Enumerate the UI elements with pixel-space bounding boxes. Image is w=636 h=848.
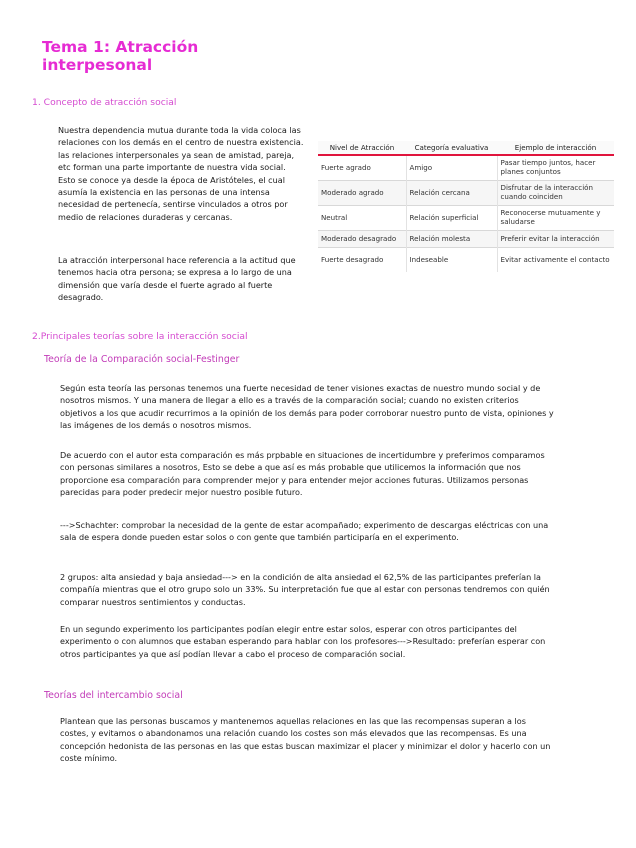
table-header-row <box>318 141 614 155</box>
table-cell: Relación superficial <box>406 206 497 231</box>
table-cell: Evitar activamente el contacto <box>497 248 614 273</box>
table-cell: Disfrutar de la interacción cuando coinciden <box>497 181 614 206</box>
section-heading-teorias: 2.Principales teorías sobre la interacción social <box>32 331 248 342</box>
paragraph-segundo-experimento: En un segundo experimento los participantes podían elegir entre estar solos, esperar con otros participantes del experimento o con alumnos que estaban esperando para hablar con los profesores--->Resultado: preferían esperar con otros participantes ya que así podían llevar a cabo el proceso de comparación social. <box>60 624 546 659</box>
table-cell: Fuerte desagrado <box>318 248 406 273</box>
table-cell: Neutral <box>318 206 406 231</box>
table-cell: Relación molesta <box>406 231 497 248</box>
table-header-cell: Ejemplo de interacción <box>497 141 614 155</box>
table-cell: Pasar tiempo juntos, hacer planes conjuntos <box>497 155 614 181</box>
table-row <box>318 206 614 231</box>
paragraph-atraccion: La atracción interpersonal hace referencia a la actitud que tenemos hacia otra persona; se expresa a lo largo de una dimensión que varía desde el fuerte agrado al fuerte desagrado. <box>58 255 296 303</box>
table-cell: Moderado agrado <box>318 181 406 206</box>
paragraph-grupos: 2 grupos: alta ansiedad y baja ansiedad---> en la condición de alta ansiedad el 62,5% de las participantes preferían la compañía mientras que el otro grupo solo un 33%. Su interpretación fue que al estar con personas tendremos con quién comparar nuestros sentimientos y conductas. <box>60 572 550 607</box>
table-cell: Fuerte agrado <box>318 155 406 181</box>
table-row <box>318 248 614 273</box>
table-row <box>318 181 614 206</box>
table-header-cell: Nivel de Atracción <box>318 141 406 155</box>
table-cell: Preferir evitar la interacción <box>497 231 614 248</box>
page-title: Tema 1: Atracción interpesonal <box>42 38 199 74</box>
table-cell: Moderado desagrado <box>318 231 406 248</box>
paragraph-schachter: --->Schachter: comprobar la necesidad de la gente de estar acompañado; experimento de descargas eléctricas con una sala de espera donde pueden estar solos o con gente que también participaría en el experimento. <box>60 520 549 543</box>
paragraph-festinger-2: De acuerdo con el autor esta comparación es más prpbable en situaciones de incertidumbre y preferimos comparamos con personas similares a nosotros, Esto se debe a que así es más probable que utilicemos la información que nos proporcione esa comparación para comprender mejor y para entender mejor acciones futuras. Utilizamos personas parecidas para poder predecir mejor nuestro posible futuro. <box>60 450 545 498</box>
table-row <box>318 155 614 181</box>
paragraph-dependencia: Nuestra dependencia mutua durante toda la vida coloca las relaciones con los demás en el centro de nuestra existencia. las relaciones interpersonales ya sean de amistad, pareja, etc forman una parte importante de nuestra vida social. Esto se conoce ya desde la época de Aristóteles, el cual asumía la existencia en las personas de una intensa necesidad de pertenecía, sentirse vinculados a otros por medio de relaciones duraderas y cercanas. <box>58 125 304 222</box>
table-row <box>318 231 614 248</box>
subheading-intercambio: Teorías del intercambio social <box>44 690 183 701</box>
table-cell: Indeseable <box>406 248 497 273</box>
paragraph-intercambio: Plantean que las personas buscamos y mantenemos aquellas relaciones en las que las recompensas superan a los costes, y evitamos o abandonamos una relación cuando los costes son más elevados que las recompensas. Es una concepción hedonista de las personas en las que estas buscan maximizar el placer y minimizar el dolor y hacerlo con un coste mínimo. <box>60 716 551 764</box>
table-header-cell: Categoría evaluativa <box>406 141 497 155</box>
paragraph-festinger-1: Según esta teoría las personas tenemos una fuerte necesidad de tener visiones exactas de nuestro mundo social y de nosotros mismos. Y una manera de llegar a ello es a través de la comparación social; cuando no existen criterios objetivos a los que acudir recurrimos a la opinión de los demás para poder corroborar nuestro punto de vista, opiniones y las imágenes de los demás o nosotros mismos. <box>60 383 554 431</box>
table-cell: Relación cercana <box>406 181 497 206</box>
table-cell: Amigo <box>406 155 497 181</box>
subheading-festinger: Teoría de la Comparación social-Festinger <box>44 354 240 365</box>
attraction-table <box>318 141 614 272</box>
table-cell: Reconocerse mutuamente y saludarse <box>497 206 614 231</box>
section-heading-concepto: 1. Concepto de atracción social <box>32 97 177 108</box>
